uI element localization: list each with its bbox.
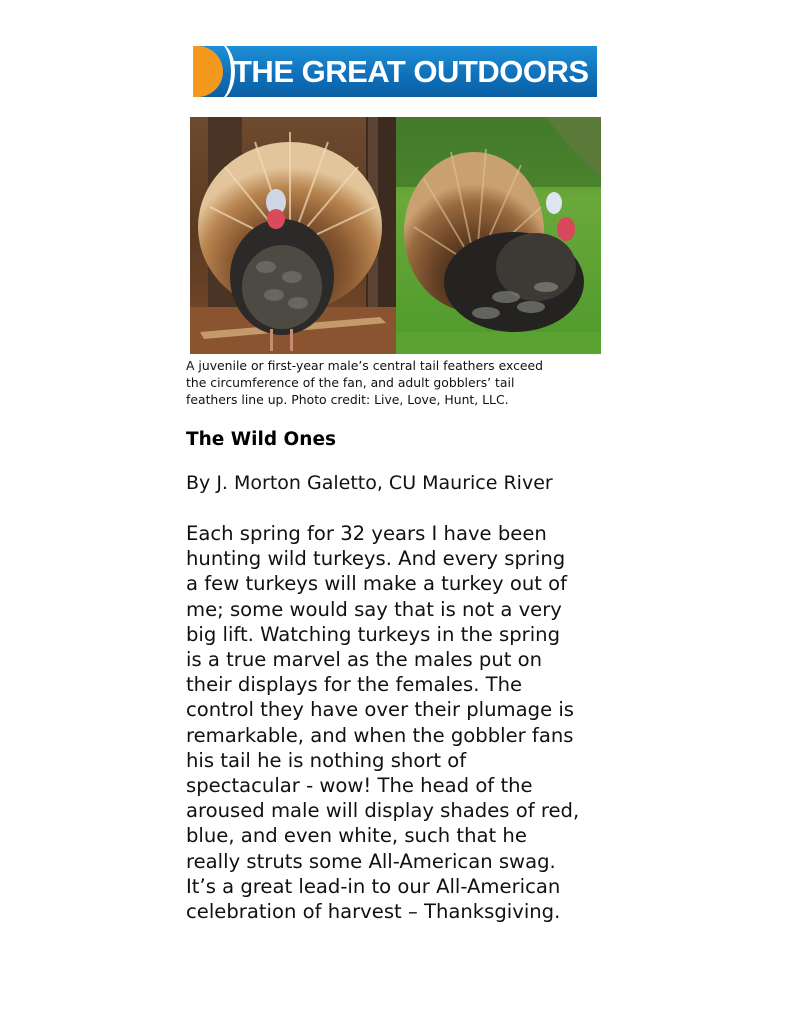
body-line: his tail he is nothing short of	[186, 748, 467, 772]
caption-line: A juvenile or first-year male’s central tail feathers exceed	[186, 358, 544, 373]
body-line: a few turkeys will make a turkey out of	[186, 572, 568, 596]
photo-caption	[186, 357, 606, 408]
body-line: aroused male will display shades of red,	[186, 799, 580, 823]
body-line: remarkable, and when the gobbler fans	[186, 723, 574, 747]
body-line: spectacular - wow! The head of the	[186, 774, 533, 798]
caption-line: feathers line up. Photo credit: Live, Love, Hunt, LLC.	[186, 392, 509, 407]
body-line: their displays for the females. The	[186, 673, 523, 697]
body-line: big lift. Watching turkeys in the spring	[186, 622, 561, 646]
article-body	[186, 521, 616, 924]
body-line: Each spring for 32 years I have been	[186, 522, 547, 545]
banner-curve-accent	[199, 46, 235, 97]
section-banner	[193, 46, 597, 97]
body-line: is a true marvel as the males put on	[186, 648, 543, 672]
body-line: It’s a great lead-in to our All-American	[186, 874, 561, 898]
body-line: control they have over their plumage is	[186, 698, 575, 722]
photo-adult-gobbler	[396, 117, 601, 354]
body-line: really struts some All-American swag.	[186, 849, 556, 873]
juvenile-turkey-illustration	[190, 117, 396, 354]
banner-title: THE GREAT OUTDOORS	[233, 54, 589, 89]
caption-line: the circumference of the fan, and adult gobblers’ tail	[186, 375, 515, 390]
article-title: The Wild Ones	[186, 429, 337, 450]
body-line: celebration of harvest – Thanksgiving.	[186, 900, 561, 924]
photo-juvenile-turkey	[190, 117, 396, 354]
body-line: hunting wild turkeys. And every spring	[186, 547, 566, 571]
article-byline: By J. Morton Galetto, CU Maurice River	[186, 472, 553, 494]
adult-gobbler-illustration	[396, 117, 601, 354]
body-line: me; some would say that is not a very	[186, 597, 562, 621]
body-line: blue, and even white, such that he	[186, 824, 527, 848]
